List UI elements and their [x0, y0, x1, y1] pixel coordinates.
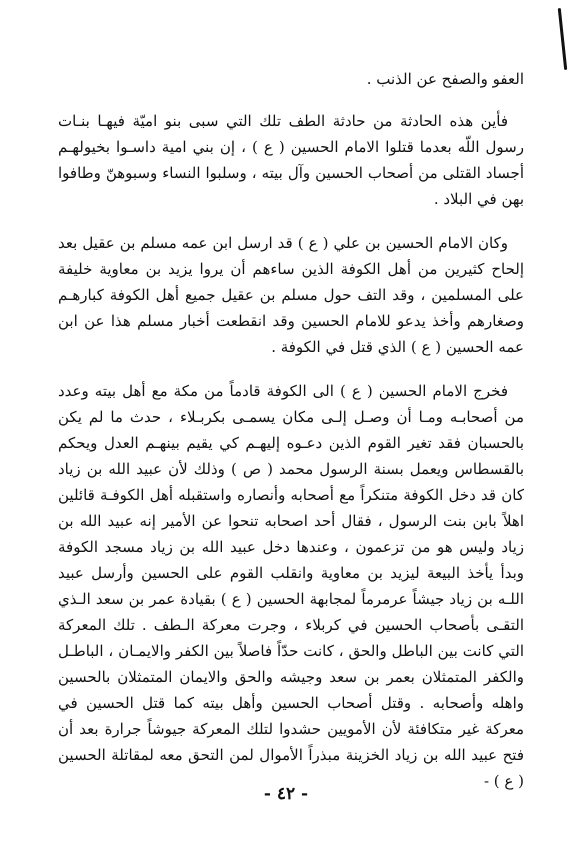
scan-edge-mark [558, 8, 567, 70]
paragraph-taff-comparison: فأين هذه الحادثة من حادثة الطف تلك التي سبى بنو اميّة فيهـا بنـات رسول اللّه بعدما قتلوا الامام الحسين ( ع ) ، إن بني امية داسـوا بخيولهـم أجساد القتلى من أصحاب الحسين وآل بيته ، وسلبوا النساء وسبوهنّ وطافوا بهن في البلاد . [58, 112, 524, 208]
page-number: - ٤٢ - [263, 784, 309, 804]
body-text [58, 66, 524, 794]
paragraph-muslim-bin-aqil: وكان الامام الحسين بن علي ( ع ) قد ارسل ابن عمه مسلم بن عقيل بعد إلحاح كثيرين من أهل الكوفة الذين ساءهم أن يروا يزيد بن معاوية خليفة على المسلمين ، وقد التف حول مسلم بن عقيل جميع أهل الكوفة كبارهـم وصغارهم وأخذ يدعو للامام الحسين وقد انقطعت أخبار مسلم هذا عن ابن عمه الحسين ( ع ) الذي قتل في الكوفة . [58, 234, 524, 356]
paragraph-continuation: العفو والصفح عن الذنب . [366, 70, 524, 88]
paragraph-karbala: فخرج الامام الحسين ( ع ) الى الكوفة قادماً من مكة مع أهل بيته وعدد من أصحابـه ومـا أن وصـل إلـى مكان يسمـى بكربـلاء ، حدث ما لم يكن بالحسبان فقد تغير القوم الذين دعـوه إليهـم كي يقيم بينهـم العدل ويحكم بالقسطاس ويعمل بسنة الرسول محمد ( ص ) وذلك لأن عبيد الله بن زياد كان قد دخل الكوفة متنكراً مع أصحابه وأنصاره واستقبله أهل الكوفـة قائلين اهلاً بابن بنت الرسول ، فقال أحد اصحابه تنحوا عن الأمير إنه عبيد الله بن زياد وليس هو من تزعمون ، وعندها دخل عبيد الله بن زياد مسجد الكوفة وبدأ يأخذ البيعة ليزيد بن معاوية وانقلب القوم على الحسين وأرسل عبيد اللـه بن زياد جيشاً عرمرماً لمجابهة الحسين ( ع ) بقيادة عمر بن سعد الـذي التقـى بأصحاب الحسين في كربلاء ، وجرت معركة الـطف . تلك المعركة التي كانت بين الباطل والحق ، كانت حدّاً فاصلاً بين الكفر والايمـان ، الباطـل والكفر المتمثلان بعمر بن سعد وجيشه والحق والايمان المتمثلان بالحسين واهله وأصحابه . وقتل أصحاب الحسين وأهل بيته كما قتل الحسين في معركة غير متكافئة لأن الأمويين حشدوا لتلك المعركة جيوشاً جرارة بعد أن فتح عبيد الله بن زياد الخزينة مبذراً الأموال لمن التحق معه لمقاتلة الحسين ( ع ) - [58, 382, 524, 790]
